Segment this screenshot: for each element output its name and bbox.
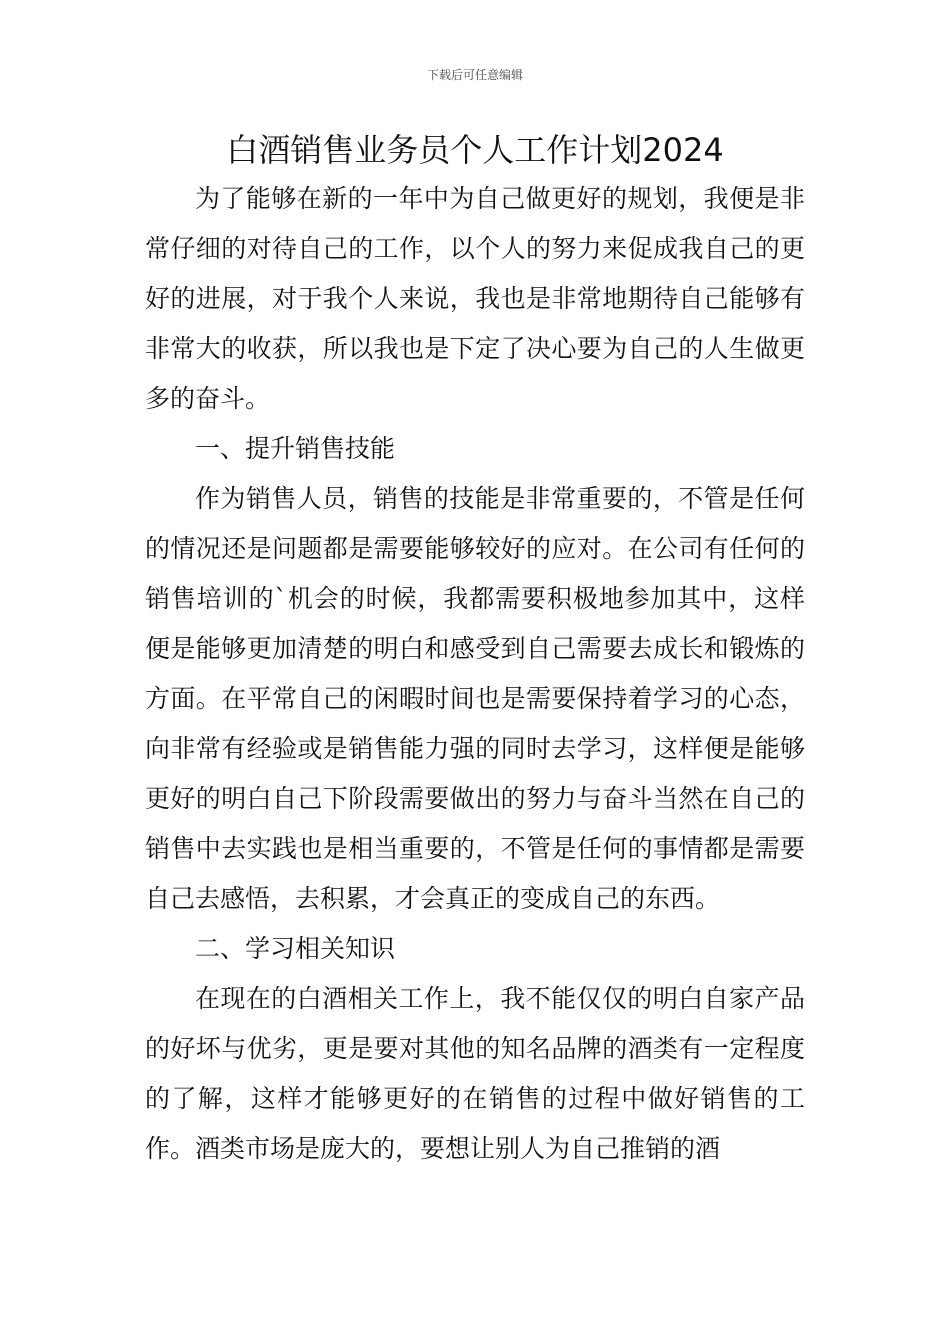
document-title: 白酒销售业务员个人工作计划2024	[226, 131, 724, 169]
paragraph-knowledge: 在现在的白酒相关工作上，我不能仅仅的明白自家产品的好坏与优劣，更是要对其他的知名品牌的酒类有一定程度的了解，这样才能够更好的在销售的过程中做好销售的工作。酒类市场是庞大的，要想让别人为自己推销的酒	[145, 984, 805, 1163]
paragraph-intro: 为了能够在新的一年中为自己做更好的规划，我便是非常仔细的对待自己的工作，以个人的努力来促成我自己的更好的进展，对于我个人来说，我也是非常地期待自己能够有非常大的收获，所以我也是下定了决心要为自己的人生做更多的奋斗。	[145, 184, 805, 413]
section-heading-2: 二、学习相关知识	[195, 934, 396, 963]
document-body	[145, 174, 805, 1174]
paragraph-sales-skills: 作为销售人员，销售的技能是非常重要的，不管是任何的情况还是问题都是需要能够较好的应对。在公司有任何的销售培训的`机会的时候，我都需要积极地参加其中，这样便是能够更加清楚的明白和感受到自己需要去成长和锻炼的方面。在平常自己的闲暇时间也是需要保持着学习的心态，向非常有经验或是销售能力强的同时去学习，这样便是能够更好的明白自己下阶段需要做出的努力与奋斗当然在自己的销售中去实践也是相当重要的，不管是任何的事情都是需要自己去感悟，去积累，才会真正的变成自己的东西。	[145, 484, 805, 913]
section-heading-1: 一、提升销售技能	[195, 434, 396, 463]
header-note: 下载后可任意编辑	[426, 68, 523, 82]
